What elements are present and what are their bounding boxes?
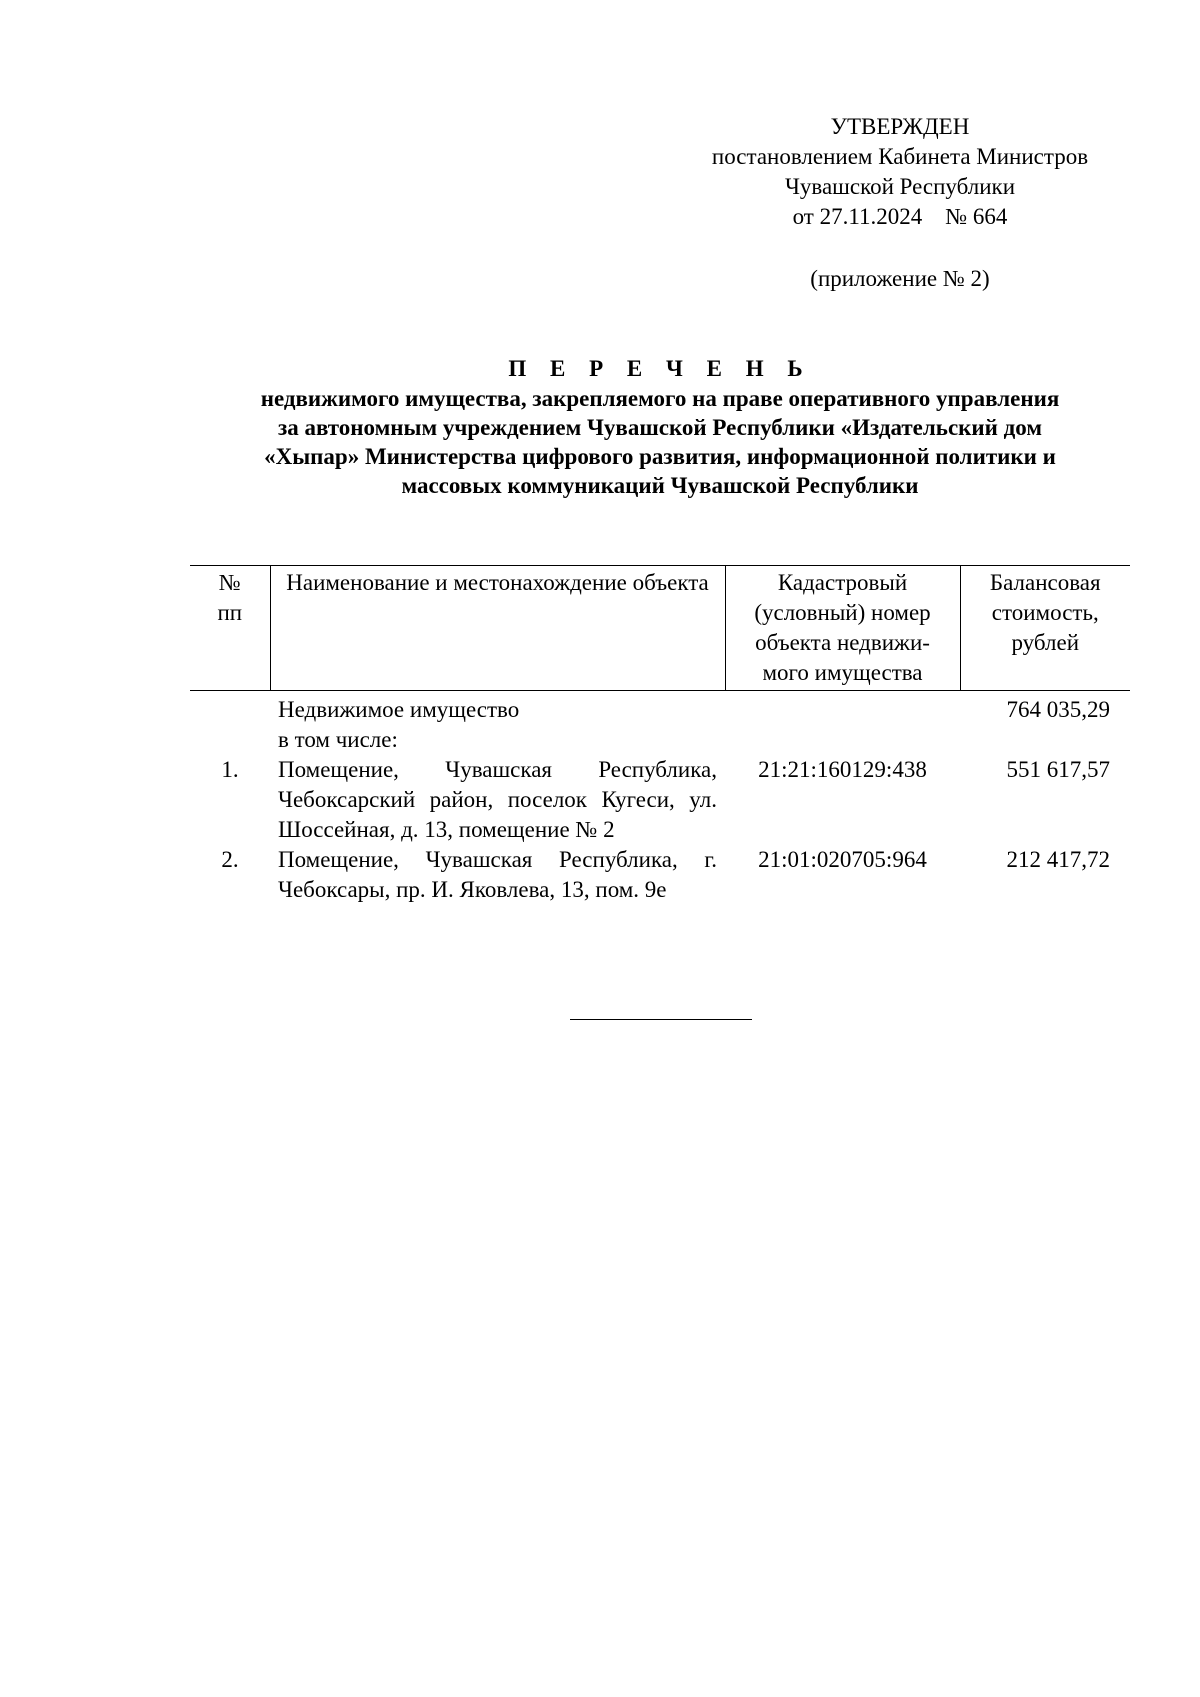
row-name [270,755,725,845]
property-table [190,565,1130,905]
appendix-label: (приложение № 2) [810,266,990,291]
table-header-row [190,566,1130,691]
summary-cadastral-cell [725,691,960,756]
row-cadastral: 21:01:020705:964 [758,847,927,872]
row-cadastral: 21:21:160129:438 [758,757,927,782]
header-cadastral: Кадастровый (условный) номер объекта недвижи-мого имущества [725,566,960,691]
header-name: Наименование и местонахождение объекта [270,566,725,691]
property-table-wrapper [190,565,1130,905]
summary-label-line-2: в том числе: [278,727,398,752]
table-row [190,755,1130,845]
subtitle-line-3: «Хыпар» Министерства цифрового развития, информационной политики и [264,444,1056,469]
summary-label-cell [270,691,725,756]
table-row [190,845,1130,905]
approval-heading: УТВЕРЖДЕН [830,114,970,139]
subtitle-line-1: недвижимого имущества, закрепляемого на праве оперативного управления [260,386,1060,411]
approval-date-line: от 27.11.2024 № 664 [792,204,1008,229]
header-number-line-2: пп [217,600,243,625]
summary-label-line-1: Недвижимое имущество [278,697,520,722]
approval-line-1: постановлением Кабинета Министров [711,144,1089,169]
summary-number-cell [190,691,270,756]
approval-line-2: Чувашской Республики [784,174,1016,199]
row-name [270,845,725,905]
subtitle-line-4: массовых коммуникаций Чувашской Республики [401,473,919,498]
subtitle-line-2: за автономным учреждением Чувашской Республики «Издательский дом [277,415,1043,440]
end-divider [570,1019,752,1020]
document-subtitle [190,384,1130,500]
header-number-line-1: № [218,570,241,595]
row-name-text: Помещение, Чувашская Республика, Чебоксарский район, поселок Кугеси, ул. Шоссейная, д. 13, помещение № 2 [278,757,717,842]
summary-total: 764 035,29 [1006,697,1110,722]
summary-row [190,691,1130,756]
row-number: 1. [221,757,239,782]
header-cost: Балансовая стоимость, рублей [960,566,1130,691]
row-cost: 212 417,72 [1006,847,1110,872]
row-number: 2. [221,847,239,872]
header-number [190,566,270,691]
row-name-text: Помещение, Чувашская Республика, г. Чебоксары, пр. И. Яковлева, 13, пом. 9е [278,847,717,902]
document-title: П Е Р Е Ч Е Н Ь [508,356,812,381]
approval-block [680,112,1120,232]
row-cost: 551 617,57 [1006,757,1110,782]
